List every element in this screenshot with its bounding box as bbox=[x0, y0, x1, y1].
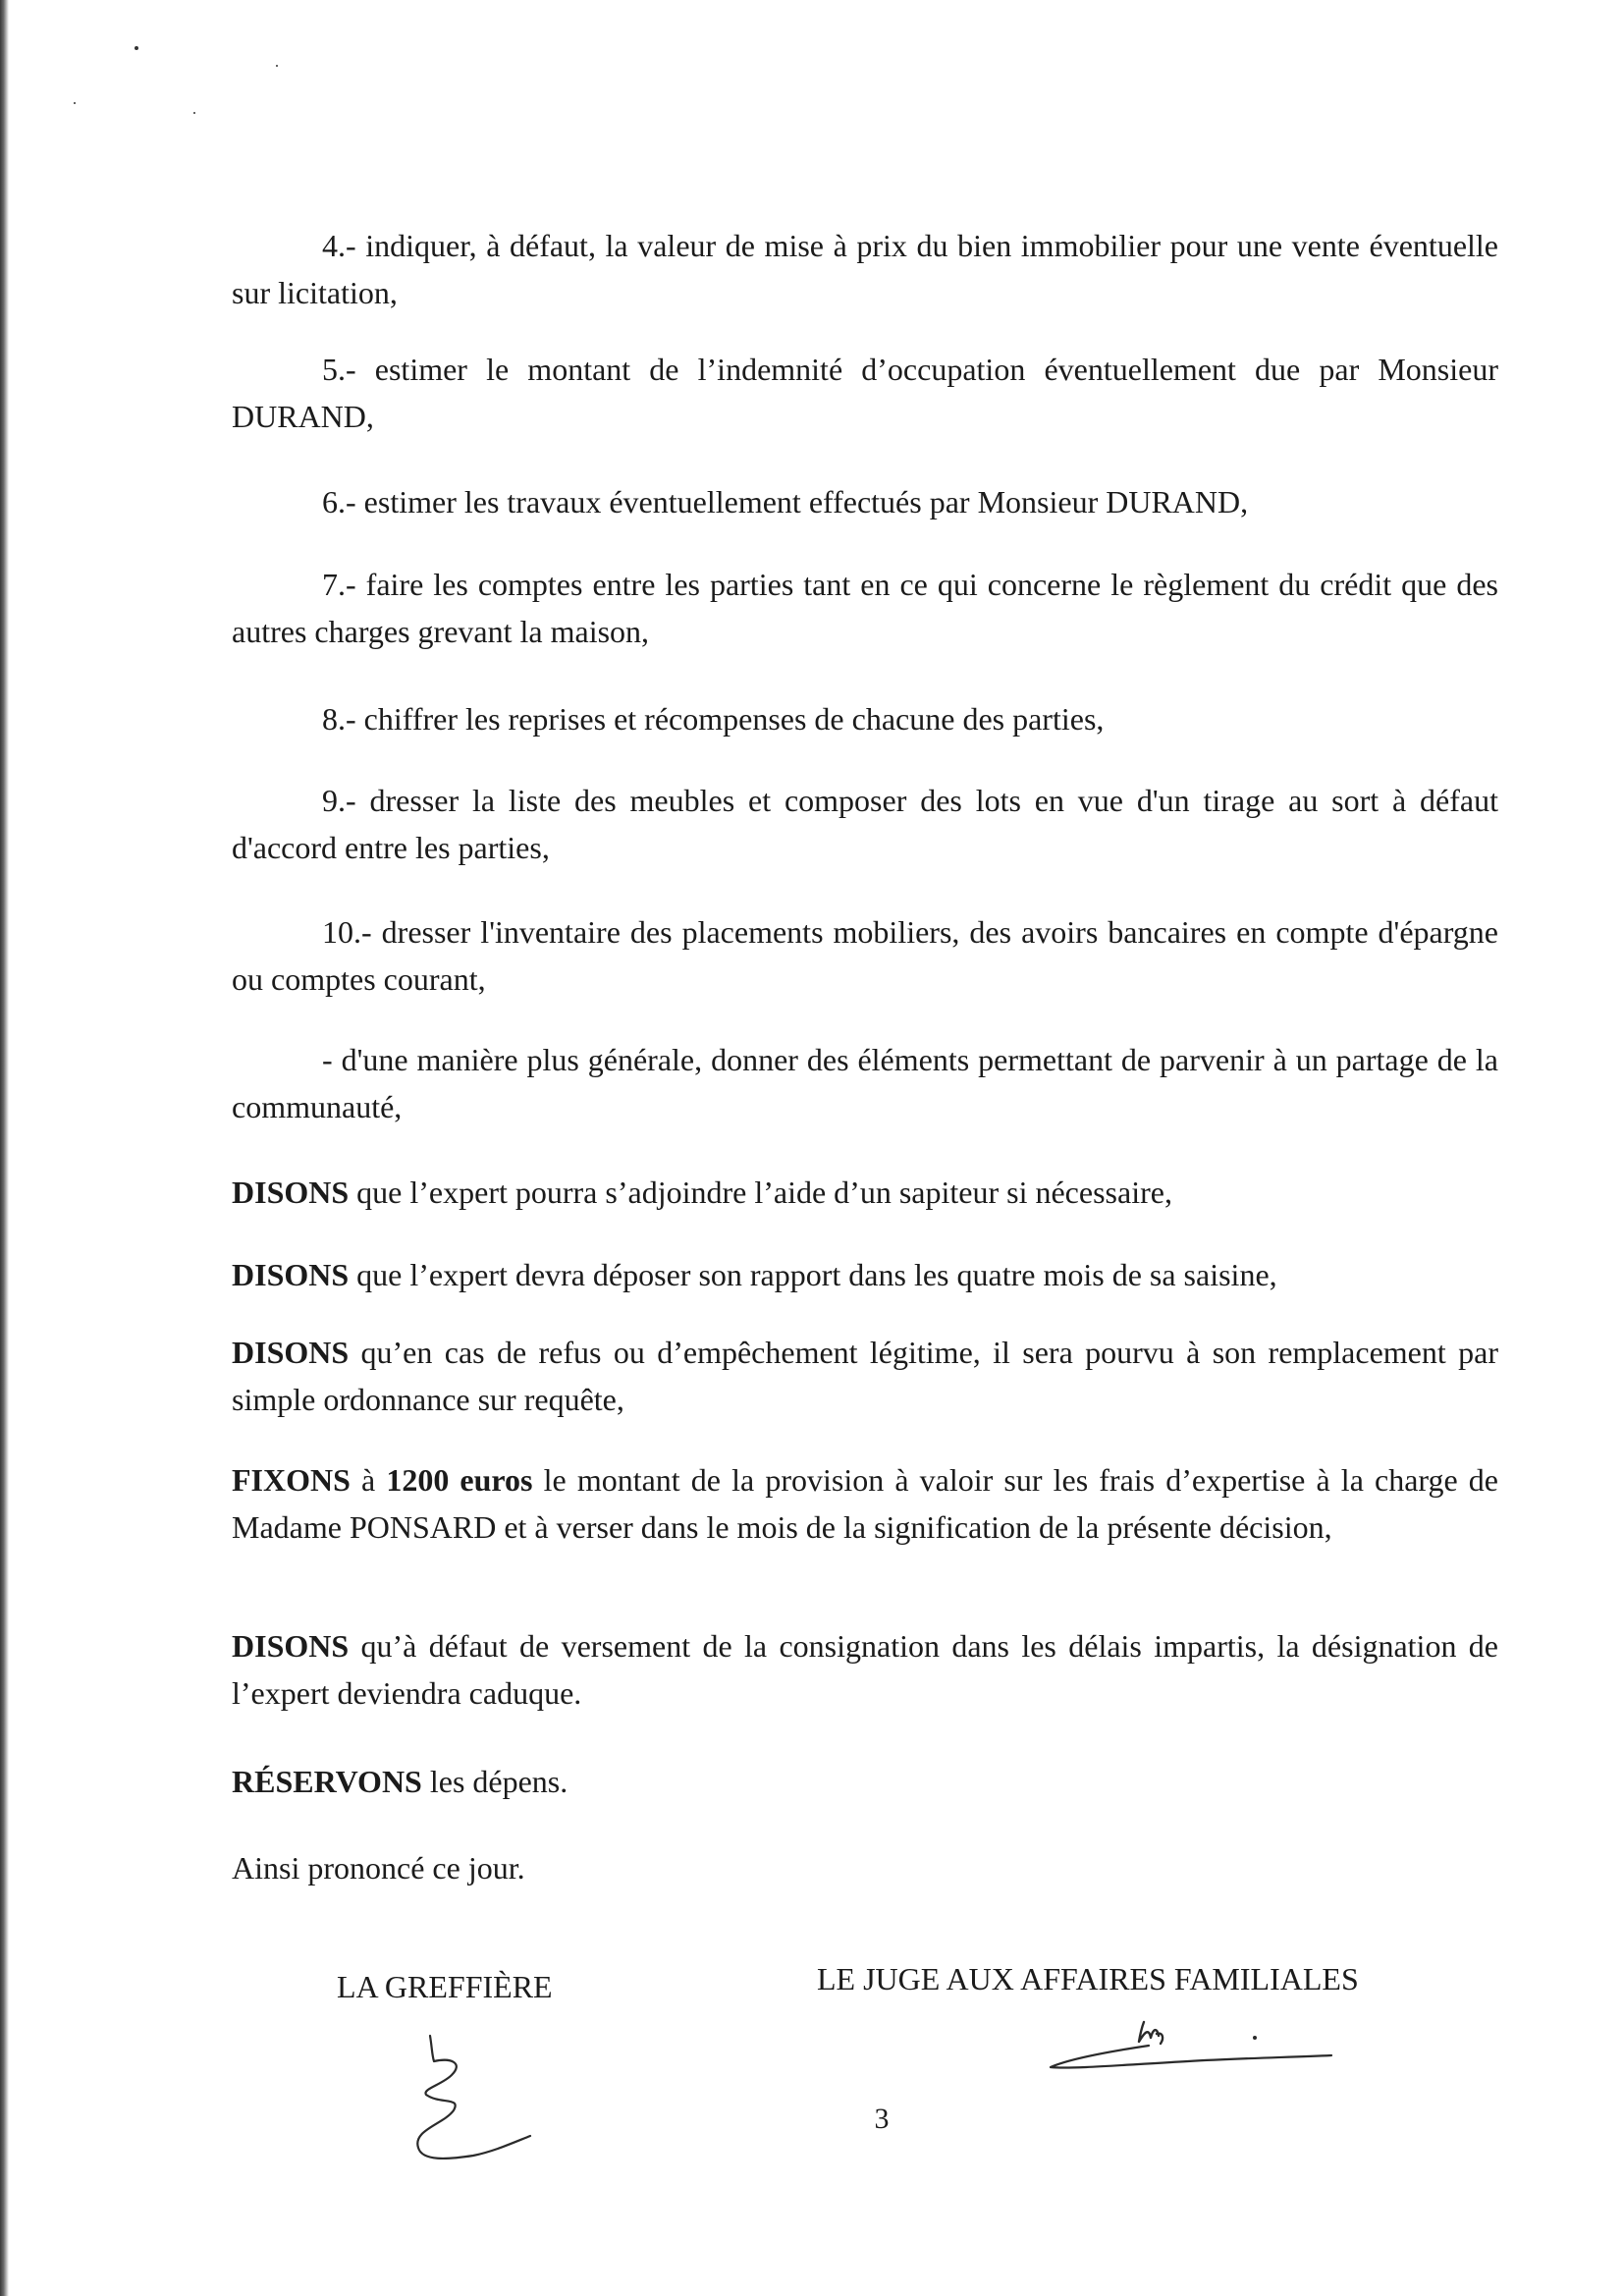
decision-paragraph: DISONS qu’en cas de refus ou d’empêchement légitime, il sera pourvu à son remplacement par simple ordonnance sur requête, bbox=[232, 1335, 1498, 1417]
decision-paragraph: DISONS que l’expert pourra s’adjoindre l’aide d’un sapiteur si nécessaire, bbox=[232, 1175, 1172, 1210]
judge-label: LE JUGE AUX AFFAIRES FAMILIALES bbox=[817, 1961, 1359, 1996]
decision-paragraph: FIXONS à 1200 euros le montant de la provision à valoir sur les frais d’expertise à la charge de Madame PONSARD et à verser dans le mois de la signification de la présente décision, bbox=[232, 1462, 1499, 1545]
decision-paragraph: DISONS que l’expert devra déposer son rapport dans les quatre mois de sa saisine, bbox=[232, 1257, 1277, 1292]
mission-item: 7.- faire les comptes entre les parties tant en ce qui concerne le règlement du crédit que des autres charges grevant la maison, bbox=[232, 567, 1498, 649]
mission-item: 9.- dresser la liste des meubles et composer des lots en vue d'un tirage au sort à défaut d'accord entre les parties, bbox=[232, 783, 1498, 865]
judge-signature bbox=[1041, 2008, 1335, 2087]
scan-speck bbox=[276, 65, 278, 67]
decision-keyword: DISONS bbox=[232, 1628, 350, 1664]
decision-paragraph: RÉSERVONS les dépens. bbox=[232, 1764, 568, 1799]
mission-item: - d'une manière plus générale, donner des éléments permettant de parvenir à un partage de la communauté, bbox=[232, 1042, 1498, 1124]
decision-keyword: DISONS bbox=[232, 1257, 350, 1292]
decision-keyword: DISONS bbox=[232, 1175, 350, 1210]
scan-speck bbox=[74, 102, 76, 104]
decision-paragraph: DISONS qu’à défaut de versement de la consignation dans les délais impartis, la désignation de l’expert deviendra caduque. bbox=[232, 1628, 1498, 1711]
decision-keyword: RÉSERVONS bbox=[232, 1764, 422, 1799]
scan-speck bbox=[135, 46, 138, 50]
mission-item: 5.- estimer le montant de l’indemnité d’occupation éventuellement due par Monsieur DURAND, bbox=[232, 352, 1498, 434]
decision-keyword: DISONS bbox=[232, 1335, 350, 1370]
clerk-signature bbox=[393, 2028, 550, 2185]
mission-item: 10.- dresser l'inventaire des placements mobiliers, des avoirs bancaires en compte d'épargne ou comptes courant, bbox=[232, 914, 1498, 997]
mission-item: 6.- estimer les travaux éventuellement effectués par Monsieur DURAND, bbox=[322, 484, 1249, 519]
mission-item: 4.- indiquer, à défaut, la valeur de mise à prix du bien immobilier pour une vente éventuelle sur licitation, bbox=[232, 228, 1498, 310]
scan-speck bbox=[193, 112, 195, 114]
closing-statement: Ainsi prononcé ce jour. bbox=[232, 1850, 525, 1886]
mission-item: 8.- chiffrer les reprises et récompenses de chacune des parties, bbox=[322, 701, 1105, 737]
decision-keyword: FIXONS bbox=[232, 1462, 351, 1498]
provision-amount: 1200 euros bbox=[386, 1462, 533, 1498]
clerk-label: LA GREFFIÈRE bbox=[337, 1969, 553, 2004]
page-number: 3 bbox=[874, 2103, 890, 2135]
scan-edge-shadow bbox=[0, 0, 9, 2296]
